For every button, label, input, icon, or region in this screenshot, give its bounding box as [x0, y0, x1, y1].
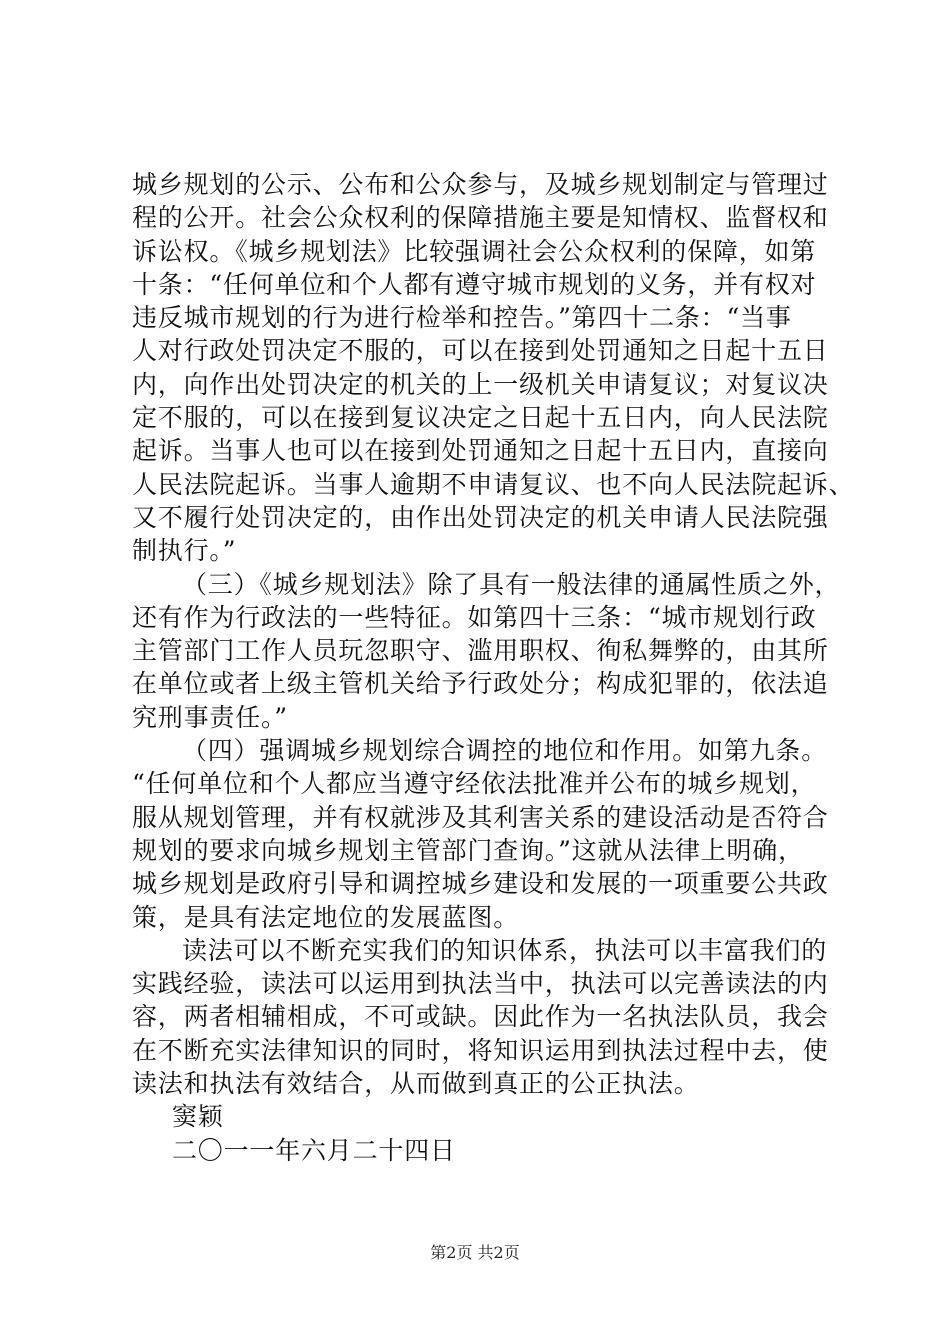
paragraph-three-start: （三）《城乡规划法》除了具有一般法律的通属性质之外，	[182, 569, 841, 599]
text-line: 起诉。当事人也可以在接到处罚通知之日起十五日内，直接向	[132, 436, 829, 466]
text-line: 在单位或者上级主管机关给予行政处分；构成犯罪的，依法追	[132, 669, 829, 699]
text-line: “任何单位和个人都应当遵守经依法批准并公布的城乡规划，	[132, 769, 817, 799]
text-line: 容，两者相辅相成，不可或缺。因此作为一名执法队员，我会	[132, 1002, 829, 1032]
text-line: 规划的要求向城乡规划主管部门查询。”这就从法律上明确，	[132, 835, 804, 865]
conclusion-paragraph-start: 读法可以不断充实我们的知识体系，执法可以丰富我们的	[182, 935, 828, 965]
page-footer	[0, 1240, 950, 1263]
text-line: 还有作为行政法的一些特征。如第四十三条：“城市规划行政	[132, 602, 817, 632]
text-line: 人对行政处罚决定不服的，可以在接到处罚通知之日起十五日	[132, 336, 829, 366]
text-line: 定不服的，可以在接到复议决定之日起十五日内，向人民法院	[132, 403, 829, 433]
text-line: 十条：“任何单位和个人都有遵守城市规划的义务，并有权对	[132, 269, 817, 299]
document-date: 二〇一一年六月二十四日	[172, 1135, 456, 1165]
text-line: 程的公开。社会公众权利的保障措施主要是知情权、监督权和	[132, 203, 829, 233]
text-line: 制执行。”	[132, 536, 237, 566]
text-line: 在不断充实法律知识的同时，将知识运用到执法过程中去，使	[132, 1035, 829, 1065]
text-line: 内，向作出处罚决定的机关的上一级机关申请复议；对复议决	[132, 369, 829, 399]
text-line: 人民法院起诉。当事人逾期不申请复议、也不向人民法院起诉、	[132, 469, 855, 499]
text-line: 服从规划管理，并有权就涉及其利害关系的建设活动是否符合	[132, 802, 829, 832]
text-line: 违反城市规划的行为进行检举和控告。”第四十二条：“当事	[132, 303, 792, 333]
text-line: 诉讼权。《城乡规划法》比较强调社会公众权利的保障，如第	[132, 236, 817, 266]
text-line: 究刑事责任。”	[132, 702, 288, 732]
text-line: 实践经验，读法可以运用到执法当中，执法可以完善读法的内	[132, 969, 829, 999]
text-line: 策，是具有法定地位的发展蓝图。	[132, 902, 520, 932]
page-number-label: 第2页 共2页	[430, 1243, 520, 1262]
document-body	[132, 168, 855, 1167]
text-line: 又不履行处罚决定的，由作出处罚决定的机关申请人民法院强	[132, 502, 829, 532]
text-line: 主管部门工作人员玩忽职守、滥用职权、徇私舞弊的，由其所	[132, 636, 829, 666]
text-line: 城乡规划是政府引导和调控城乡建设和发展的一项重要公共政	[132, 869, 829, 899]
paragraph-four-start: （四）强调城乡规划综合调控的地位和作用。如第九条。	[182, 736, 828, 766]
author-name: 窦颖	[172, 1102, 224, 1132]
text-line: 城乡规划的公示、公布和公众参与，及城乡规划制定与管理过	[132, 170, 829, 199]
text-line: 读法和执法有效结合，从而做到真正的公正执法。	[132, 1069, 700, 1099]
